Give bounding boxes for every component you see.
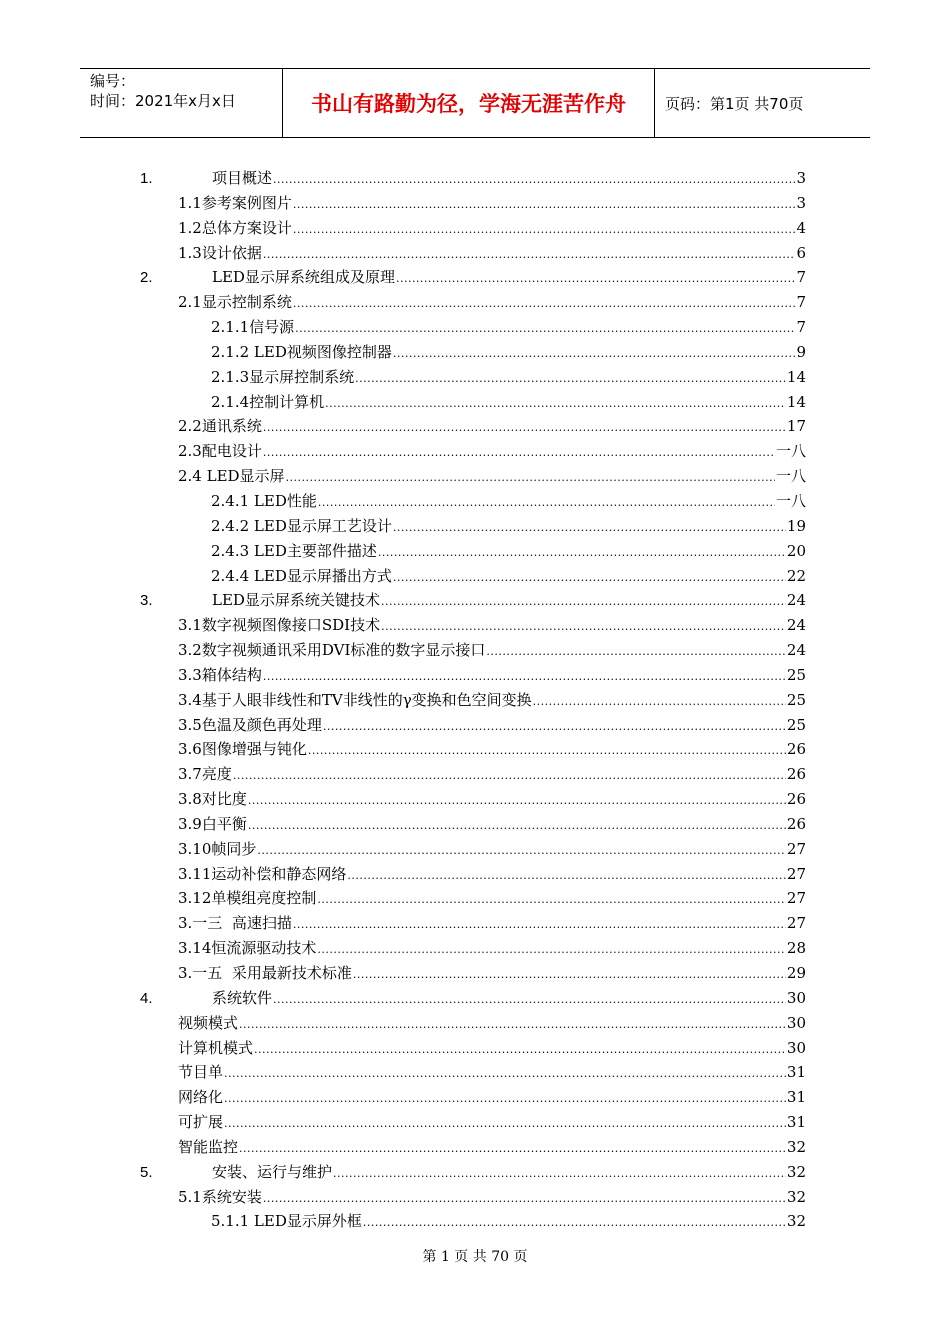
toc-page: 32 — [786, 1137, 806, 1156]
toc-page: 27 — [786, 889, 806, 908]
toc-leader — [353, 968, 786, 981]
toc-title: 2.1.2 LED视频图像控制器 — [211, 342, 392, 361]
page-header — [80, 68, 870, 138]
toc-title: 3.4基于人眼非线性和TV非线性的γ变换和色空间变换 — [178, 690, 532, 709]
toc-entry[interactable] — [140, 589, 806, 614]
toc-entry[interactable] — [140, 192, 806, 217]
toc-page: 27 — [786, 914, 806, 933]
toc-title: 1.1参考案例图片 — [178, 193, 292, 212]
toc-entry[interactable] — [140, 341, 806, 366]
toc-entry[interactable] — [140, 738, 806, 763]
toc-title: 3.10帧同步 — [178, 839, 257, 858]
toc-title: 3.11运动补偿和静态网络 — [178, 864, 347, 883]
toc-page: 31 — [786, 1088, 806, 1107]
toc-title: 5.1.1 LED显示屏外框 — [211, 1212, 362, 1231]
toc-page: 29 — [786, 964, 806, 982]
header-page-info: 页码：第1页 共70页 — [665, 94, 804, 113]
toc-leader — [381, 595, 786, 608]
toc-title: 3.3箱体结构 — [178, 665, 262, 684]
toc-leader — [254, 1043, 786, 1056]
toc-page: 32 — [786, 1162, 806, 1181]
toc-entry[interactable] — [140, 714, 806, 739]
toc-page: 26 — [786, 814, 806, 833]
toc-entry[interactable] — [140, 614, 806, 639]
toc-leader — [293, 918, 786, 931]
toc-leader — [393, 521, 786, 534]
toc-leader — [317, 893, 786, 906]
header-motto: 书山有路勤为径，学海无涯苦作舟 — [283, 69, 655, 137]
toc-entry[interactable] — [140, 863, 806, 888]
toc-entry[interactable] — [140, 440, 806, 465]
toc-page: 27 — [786, 839, 806, 858]
toc-entry[interactable] — [140, 639, 806, 664]
toc-entry[interactable] — [140, 813, 806, 838]
toc-leader — [257, 844, 786, 857]
toc-leader — [378, 546, 786, 559]
toc-entry[interactable] — [140, 664, 806, 689]
toc-title: 2.4.3 LED主要部件描述 — [211, 541, 377, 560]
toc-page: 26 — [786, 740, 806, 759]
toc-entry[interactable] — [140, 540, 806, 565]
toc-page: 32 — [786, 1212, 806, 1231]
toc-title: 网络化 — [178, 1088, 224, 1107]
toc-title: 3.7亮度 — [178, 765, 232, 784]
toc-title: 可扩展 — [178, 1113, 224, 1132]
toc-leader — [325, 397, 786, 410]
toc-title: LED显示屏系统组成及原理 — [212, 268, 395, 287]
toc-page: 24 — [786, 616, 806, 635]
toc-page: 14 — [786, 367, 806, 386]
toc-entry[interactable] — [140, 838, 806, 863]
toc-page: 7 — [796, 268, 806, 287]
toc-entry[interactable] — [140, 1136, 806, 1161]
toc-page: 25 — [786, 690, 806, 709]
toc-leader — [263, 446, 775, 459]
toc-page: 一八 — [775, 442, 806, 461]
toc-entry[interactable] — [140, 490, 806, 515]
toc-leader — [248, 819, 786, 832]
toc-title: 3.一三 高速扫描 — [178, 914, 292, 933]
toc-page: 31 — [786, 1113, 806, 1132]
toc-title: 3.5色温及颜色再处理 — [178, 715, 322, 734]
toc-title: 2.1显示控制系统 — [178, 293, 292, 312]
toc-entry[interactable] — [140, 515, 806, 540]
toc-leader — [355, 372, 786, 385]
toc-leader — [317, 943, 786, 956]
toc-page: 25 — [786, 665, 806, 684]
toc-page: 30 — [786, 988, 806, 1007]
toc-title: 安装、运行与维护 — [212, 1162, 333, 1181]
toc-title: 计算机模式 — [178, 1038, 254, 1057]
toc-number: 1. — [140, 170, 153, 187]
toc-entry[interactable] — [140, 465, 806, 490]
toc-title: 1.3设计依据 — [178, 243, 262, 262]
toc-page: 20 — [786, 541, 806, 560]
toc-title: 2.1.3显示屏控制系统 — [211, 367, 355, 386]
toc-page: 30 — [786, 1038, 806, 1057]
toc-leader — [293, 297, 796, 310]
toc-title: 3.一五 采用最新技术标准 — [178, 964, 352, 982]
toc-entry[interactable] — [140, 1086, 806, 1111]
toc-page: 9 — [796, 342, 806, 361]
toc-leader — [323, 720, 786, 733]
toc-leader — [363, 1216, 786, 1229]
toc-leader — [224, 1067, 786, 1080]
toc-entry[interactable] — [140, 987, 806, 1012]
toc-title: 3.2数字视频通讯采用DVI标准的数字显示接口 — [178, 641, 486, 660]
toc-leader — [224, 1117, 786, 1130]
toc-page: 26 — [786, 790, 806, 809]
toc-entry[interactable] — [140, 316, 806, 341]
toc-entry[interactable] — [140, 1111, 806, 1136]
toc-leader — [393, 347, 796, 360]
toc-page: 22 — [786, 566, 806, 585]
toc-leader — [273, 173, 795, 186]
toc-entry[interactable] — [140, 1061, 806, 1086]
toc-page: 3 — [796, 169, 806, 187]
toc-entry[interactable] — [140, 391, 806, 416]
toc-title: 1.2总体方案设计 — [178, 218, 292, 237]
toc-page: 7 — [796, 318, 806, 337]
toc-leader — [233, 769, 786, 782]
toc-title: 3.14恒流源驱动技术 — [178, 939, 317, 958]
toc-leader — [318, 496, 775, 509]
toc-leader — [239, 1142, 786, 1155]
toc-title: 视频模式 — [178, 1013, 239, 1032]
toc-entry[interactable] — [140, 689, 806, 714]
toc-entry[interactable] — [140, 242, 806, 267]
toc-entry[interactable] — [140, 962, 806, 987]
page-footer: 第 1 页 共 70 页 — [422, 1249, 528, 1265]
toc-page: 24 — [786, 591, 806, 610]
document-time: 时间：2021年x月x日 — [90, 92, 236, 110]
toc-page: 14 — [786, 392, 806, 411]
toc-number: 3. — [140, 592, 153, 610]
toc-page: 25 — [786, 715, 806, 734]
toc-entry[interactable] — [140, 1037, 806, 1062]
toc-title: 3.1数字视频图像接口SDI技术 — [178, 616, 381, 635]
toc-number: 4. — [140, 989, 153, 1007]
toc-entry[interactable] — [140, 763, 806, 788]
toc-leader — [224, 1092, 786, 1105]
toc-entry[interactable] — [140, 912, 806, 937]
toc-title: 节目单 — [178, 1063, 224, 1082]
toc-leader — [396, 272, 796, 285]
toc-title: 2.2通讯系统 — [178, 417, 262, 436]
toc-page: 6 — [796, 243, 806, 262]
toc-entry[interactable] — [140, 1186, 806, 1211]
toc-entry[interactable] — [140, 266, 806, 291]
toc-page: 28 — [786, 939, 806, 958]
toc-page: 一八 — [775, 491, 806, 510]
toc-title: 3.9白平衡 — [178, 814, 247, 833]
toc-title: 5.1系统安装 — [178, 1187, 262, 1206]
toc-leader — [239, 1018, 786, 1031]
toc-leader — [381, 620, 786, 633]
toc-leader — [263, 421, 786, 434]
toc-leader — [308, 744, 786, 757]
toc-entry[interactable] — [140, 217, 806, 242]
toc-title: 3.12单模组亮度控制 — [178, 889, 317, 908]
toc-title: 智能监控 — [178, 1137, 239, 1156]
toc-leader — [248, 794, 786, 807]
toc-entry[interactable] — [140, 1012, 806, 1037]
document-number-label: 编号： — [90, 72, 136, 90]
toc-title: 项目概述 — [212, 169, 273, 187]
toc-entry[interactable] — [140, 937, 806, 962]
toc-leader — [393, 571, 786, 584]
toc-page: 7 — [796, 293, 806, 312]
toc-page: 27 — [786, 864, 806, 883]
toc-page: 24 — [786, 641, 806, 660]
toc-page: 4 — [796, 218, 806, 237]
toc-title: 3.6图像增强与钝化 — [178, 740, 307, 759]
toc-title: 系统软件 — [212, 988, 273, 1007]
toc-entry[interactable] — [140, 887, 806, 912]
toc-page: 19 — [786, 516, 806, 535]
toc-title: 2.4.1 LED性能 — [211, 491, 317, 510]
toc-entry[interactable] — [140, 291, 806, 316]
toc-leader — [295, 322, 795, 335]
toc-page: 一八 — [775, 467, 806, 486]
toc-entry[interactable] — [140, 167, 806, 192]
toc-title: 2.4.2 LED显示屏工艺设计 — [211, 516, 392, 535]
table-of-contents — [140, 167, 806, 1235]
toc-leader — [293, 198, 796, 211]
toc-title: 2.1.4控制计算机 — [211, 392, 325, 411]
toc-leader — [333, 1167, 786, 1180]
toc-page: 32 — [786, 1187, 806, 1206]
toc-entry[interactable] — [140, 1210, 806, 1235]
toc-page: 17 — [786, 417, 806, 436]
toc-number: 2. — [140, 269, 153, 287]
toc-leader — [263, 1192, 786, 1205]
toc-title: 3.8对比度 — [178, 790, 247, 809]
toc-title: 2.1.1信号源 — [211, 318, 295, 337]
toc-page: 3 — [796, 193, 806, 212]
toc-leader — [273, 993, 786, 1006]
toc-number: 5. — [140, 1163, 153, 1181]
toc-title: 2.4.4 LED显示屏播出方式 — [211, 566, 392, 585]
toc-leader — [263, 670, 786, 683]
toc-leader — [286, 471, 775, 484]
toc-leader — [486, 645, 786, 658]
toc-page: 26 — [786, 765, 806, 784]
toc-entry[interactable] — [140, 1161, 806, 1186]
toc-entry[interactable] — [140, 788, 806, 813]
header-meta — [80, 69, 283, 137]
toc-title: LED显示屏系统关键技术 — [212, 591, 380, 610]
toc-page: 31 — [786, 1063, 806, 1082]
toc-page: 30 — [786, 1013, 806, 1032]
toc-title: 2.3配电设计 — [178, 442, 262, 461]
toc-entry[interactable] — [140, 366, 806, 391]
toc-leader — [533, 695, 786, 708]
toc-entry[interactable] — [140, 565, 806, 590]
toc-entry[interactable] — [140, 415, 806, 440]
toc-leader — [347, 869, 786, 882]
toc-title: 2.4 LED显示屏 — [178, 467, 285, 486]
toc-leader — [293, 223, 796, 236]
toc-leader — [263, 248, 796, 261]
